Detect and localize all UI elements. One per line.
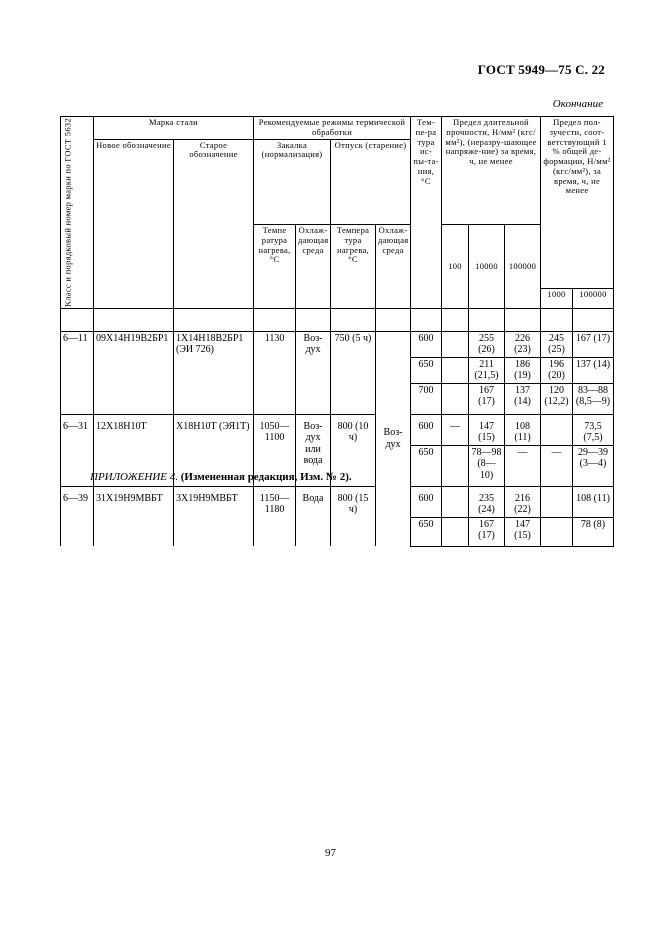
strength-10000: 255 (26) [469, 331, 505, 357]
quench-temperature: 1130 [254, 331, 296, 414]
strength-100000: — [505, 445, 541, 486]
strength-10000: 167 (17) [469, 383, 505, 414]
strength-100 [442, 357, 469, 383]
creep-100000: 73,5 (7,5) [573, 414, 614, 445]
header-creep-limit: Предел пол-зучести, соот-ветствующий 1 % общей де-формации, Н/мм² (кгс/мм²), за время, ч, не менее [541, 117, 614, 289]
header-tempering: Отпуск (старение) [331, 139, 411, 225]
header-class-number: Класс и порядковый номер марки по ГОСТ 5632 [61, 117, 94, 309]
strength-100 [442, 331, 469, 357]
strength-100 [442, 383, 469, 414]
strength-100000: 108 (11) [505, 414, 541, 445]
strength-10000: 211 (21,5) [469, 357, 505, 383]
creep-1000 [541, 517, 573, 546]
class-number: 6—39 [61, 486, 94, 546]
header-temper-medium: Охлаж-дающая среда [376, 225, 411, 309]
creep-100000: 137 (14) [573, 357, 614, 383]
old-designation: Х18Н10Т (ЭЯ1Т) [174, 414, 254, 486]
header-strength-100000: 100000 [505, 225, 541, 309]
test-temperature: 650 [411, 445, 442, 486]
table-row [61, 486, 614, 517]
document-header: ГОСТ 5949—75 С. 22 [477, 62, 605, 77]
strength-100: — [442, 414, 469, 445]
creep-1000 [541, 486, 573, 517]
quench-medium: Вода [296, 486, 331, 546]
header-new-designation: Новое обозначение [94, 139, 174, 308]
header-long-term-strength: Предел длительной прочности, Н/мм² (кгс/мм²), (неразру-шающее напряже-ние) за время, ч, не менее [442, 117, 541, 225]
new-designation: 31Х19Н9МВБТ [94, 486, 174, 546]
creep-100000: 83—88 (8,5—9) [573, 383, 614, 414]
temper-medium: Воз-дух [376, 331, 411, 546]
header-quench-temperature: Темпе ратура нагрева, °С [254, 225, 296, 309]
creep-100000: 108 (11) [573, 486, 614, 517]
strength-100000: 137 (14) [505, 383, 541, 414]
header-test-temperature: Тем-пе-ра тура ис-пы-та-ния, °С [411, 117, 442, 309]
strength-10000: 167 (17) [469, 517, 505, 546]
header-steel-grade: Марка стали [94, 117, 254, 140]
strength-100000: 186 (19) [505, 357, 541, 383]
header-creep-100000: 100000 [573, 289, 614, 309]
temper-temperature: 800 (15 ч) [331, 486, 376, 546]
old-designation: 3Х19Н9МВБТ [174, 486, 254, 546]
strength-100000: 226 (23) [505, 331, 541, 357]
quench-medium: Воз-дух или вода [296, 414, 331, 486]
creep-100000: 167 (17) [573, 331, 614, 357]
class-number: 6—11 [61, 331, 94, 414]
test-temperature: 650 [411, 357, 442, 383]
appendix-note [90, 471, 352, 483]
test-temperature: 700 [411, 383, 442, 414]
temper-temperature: 750 (5 ч) [331, 331, 376, 414]
strength-100 [442, 517, 469, 546]
appendix-label: ПРИЛОЖЕНИЕ 4. [90, 471, 178, 483]
header-heat-treatment: Рекомендуемые режимы термической обработки [254, 117, 411, 140]
creep-1000: — [541, 445, 573, 486]
table-row [61, 331, 614, 357]
header-quench-medium: Охлаж-дающая среда [296, 225, 331, 309]
quench-temperature: 1150— 1180 [254, 486, 296, 546]
new-designation: 12Х18Н10Т [94, 414, 174, 486]
header-strength-10000: 10000 [469, 225, 505, 309]
temper-temperature: 800 (10 ч) [331, 414, 376, 486]
header-temper-temperature: Темпера тура нагрева, °С [331, 225, 376, 309]
quench-temperature: 1050— 1100 [254, 414, 296, 486]
header-strength-100: 100 [442, 225, 469, 309]
old-designation: 1Х14Н18В2БР1 (ЭИ 726) [174, 331, 254, 414]
creep-1000: 245 (25) [541, 331, 573, 357]
strength-10000: 78—98 (8— 10) [469, 445, 505, 486]
new-designation: 09Х14Н19В2БР1 [94, 331, 174, 414]
table-row [61, 414, 614, 445]
continuation-label: Окончание [552, 98, 603, 110]
creep-100000: 29—39 (3—4) [573, 445, 614, 486]
strength-100 [442, 445, 469, 486]
strength-10000: 235 (24) [469, 486, 505, 517]
class-number: 6—31 [61, 414, 94, 486]
test-temperature: 600 [411, 486, 442, 517]
strength-10000: 147 (15) [469, 414, 505, 445]
creep-1000: 120 (12,2) [541, 383, 573, 414]
test-temperature: 600 [411, 414, 442, 445]
strength-100000: 147 (15) [505, 517, 541, 546]
appendix-text: (Измененная редакция, Изм. № 2). [180, 471, 352, 483]
creep-1000 [541, 414, 573, 445]
creep-100000: 78 (8) [573, 517, 614, 546]
strength-100000: 216 (22) [505, 486, 541, 517]
test-temperature: 600 [411, 331, 442, 357]
header-quenching: Закалка (нормализация) [254, 139, 331, 225]
header-old-designation: Старое обозначение [174, 139, 254, 308]
creep-1000: 196 (20) [541, 357, 573, 383]
quench-medium: Воз-дух [296, 331, 331, 414]
page-number: 97 [325, 847, 336, 859]
header-creep-1000: 1000 [541, 289, 573, 309]
test-temperature: 650 [411, 517, 442, 546]
strength-100 [442, 486, 469, 517]
